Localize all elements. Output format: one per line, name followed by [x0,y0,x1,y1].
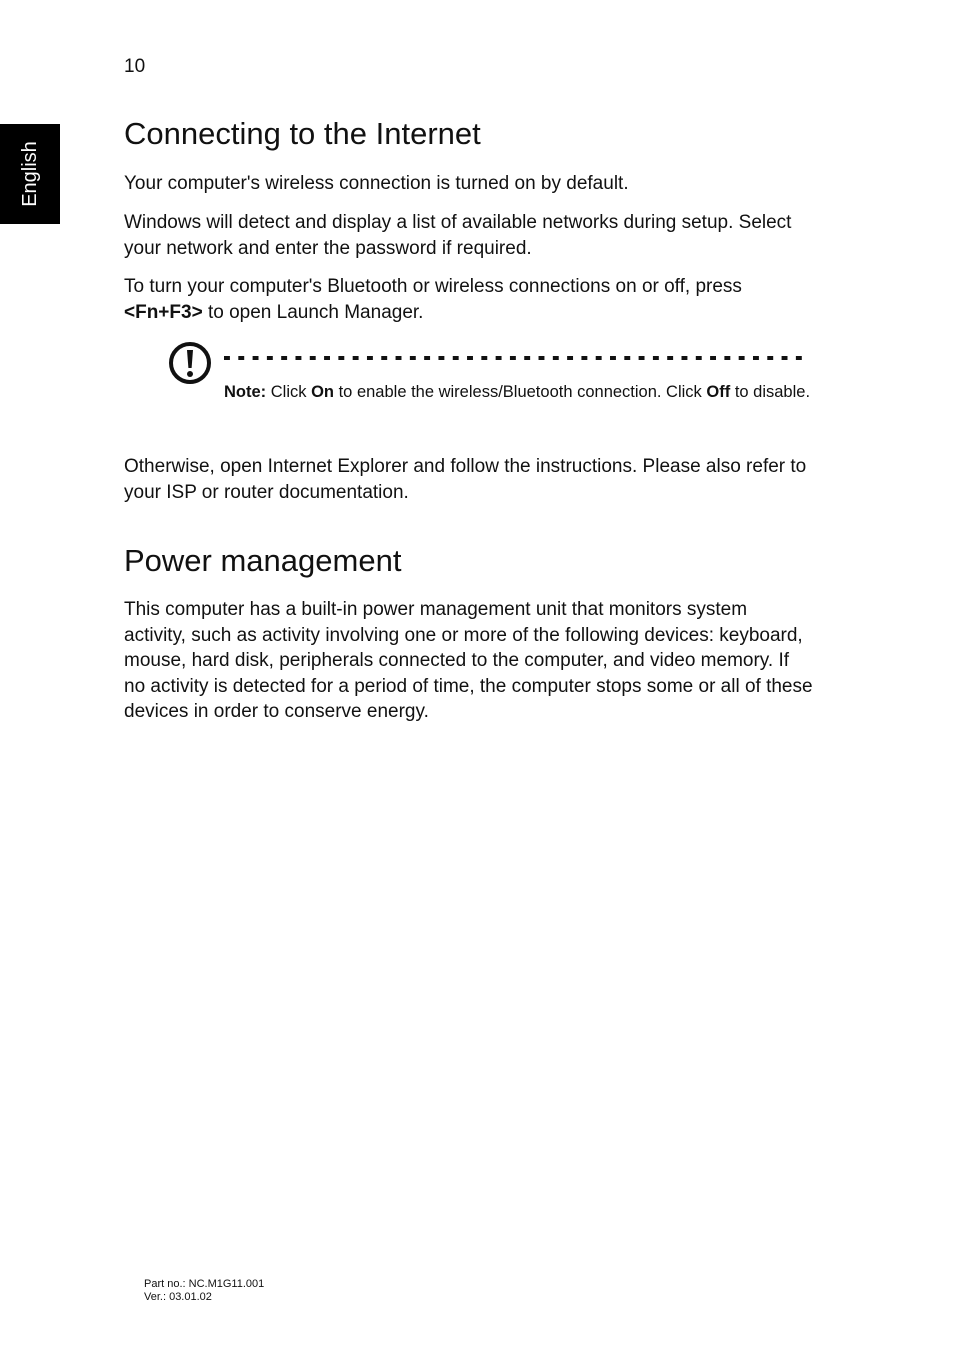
section-heading-power: Power management [124,543,402,578]
note-text [224,381,814,405]
note-dotted-divider [224,356,810,360]
note-on-keyword: On [311,383,335,401]
paragraph-bluetooth-toggle [124,274,814,325]
side-tab-label: English [19,141,41,207]
note-label: Note: [224,383,267,401]
note-text-part: to enable the wireless/Bluetooth connection. Click [334,383,707,401]
note-text-part: Click [266,383,312,401]
key-combo: <Fn+F3> [124,301,203,323]
footer-version: Ver.: 03.01.02 [144,1291,212,1303]
bluetooth-text-after: to open Launch Manager. [202,301,424,323]
note-text-part: to disable. [730,383,811,401]
note-off-keyword: Off [706,383,731,401]
footer-part-number: Part no.: NC.M1G11.001 [144,1278,265,1290]
language-side-tab [0,124,60,224]
paragraph-wireless-default: Your computer's wireless connection is turned on by default. [124,173,629,194]
bluetooth-text-before: To turn your computer's Bluetooth or wireless connections on or off, press [124,276,742,297]
section-heading-connecting: Connecting to the Internet [124,116,481,151]
exclamation-circle-icon [168,341,212,385]
paragraph-power-management: This computer has a built-in power management unit that monitors system activity, such as activity involving one or more of the following devices: keyboard, mouse, hard disk, peripherals connected to the computer, and video memory. If no activity is detected for a period of time, the computer stops some or all of these devices in order to conserve energy. [124,599,813,722]
page-number: 10 [124,56,146,77]
footer [144,1278,264,1304]
paragraph-internet-explorer: Otherwise, open Internet Explorer and follow the instructions. Please also refer to your ISP or router documentation. [124,456,807,503]
paragraph-windows-detect: Windows will detect and display a list of available networks during setup. Select your network and enter the password if required. [124,212,792,259]
